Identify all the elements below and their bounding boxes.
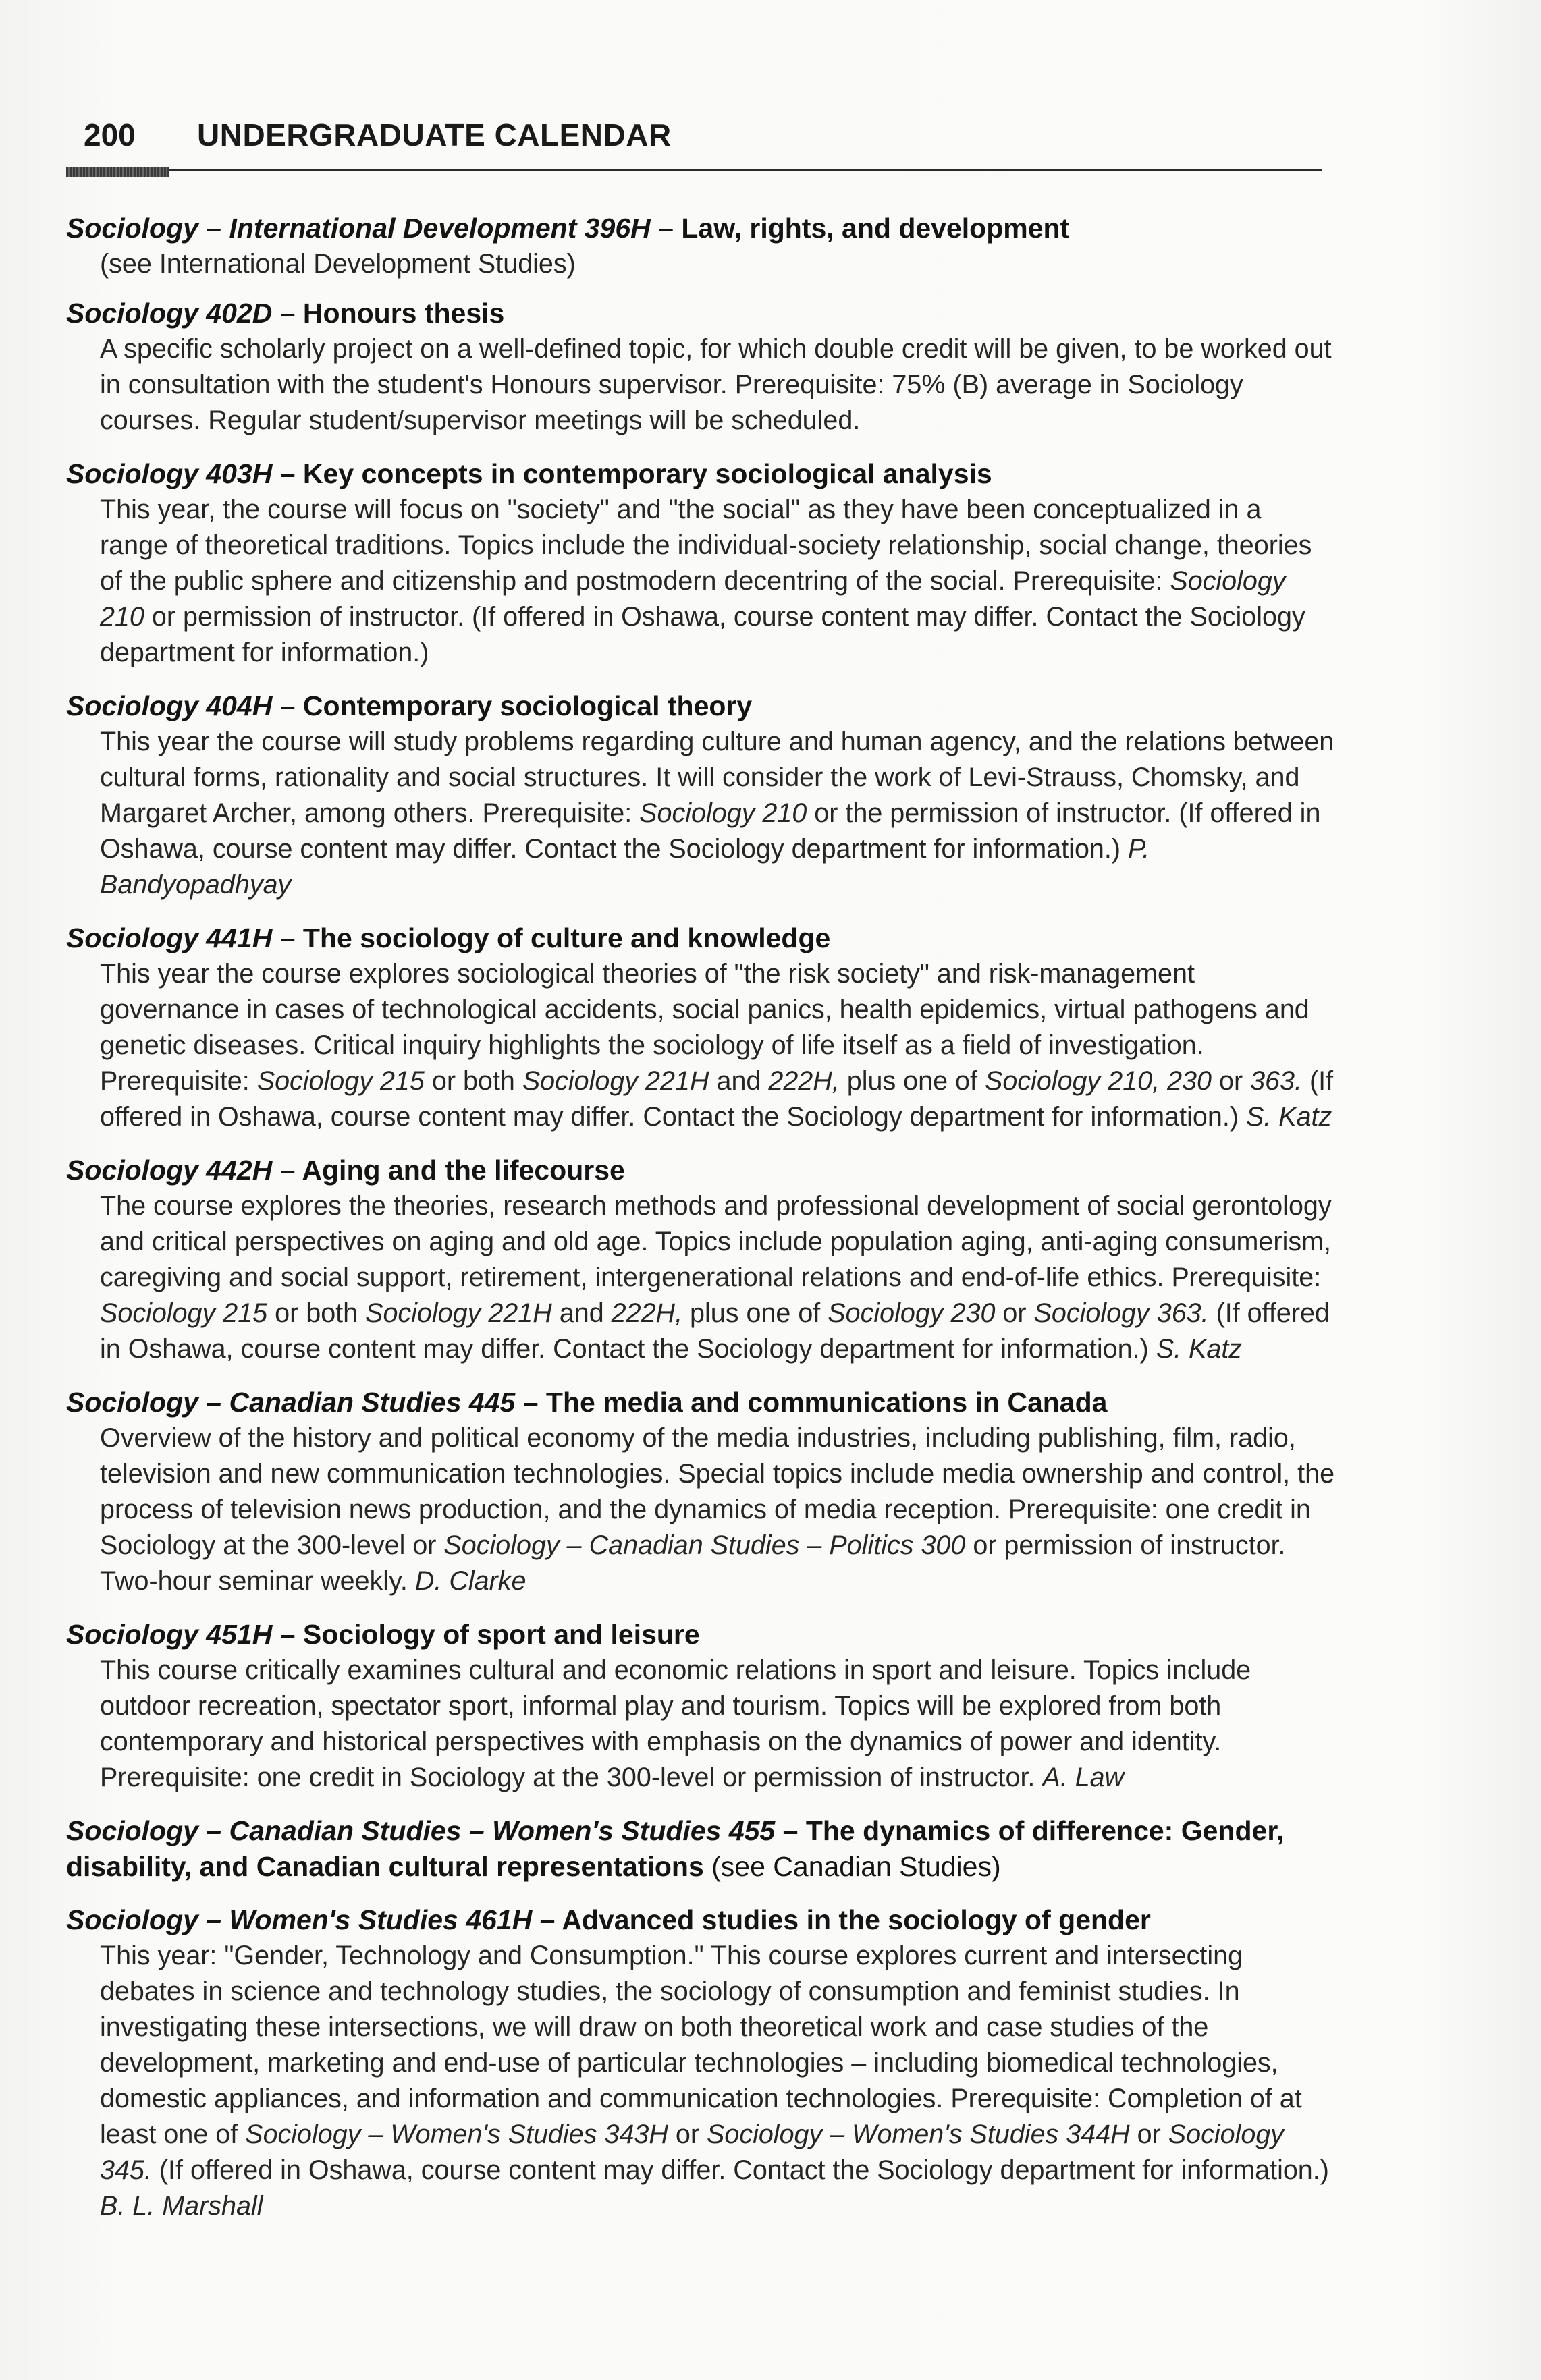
course-entry	[66, 1153, 1335, 1367]
course-entry	[66, 920, 1335, 1135]
course-description: This year, the course will focus on "society" and "the social" as they have been conceptualized in a range of theoretical traditions. Topics include the individual-society relationship, social change, theories of the public sphere and citizenship and postmodern decentring of the social. Prerequisite: Sociology 210 or permission of instructor. (If offered in Oshawa, course content may differ. Contact the Sociology department for information.)	[100, 495, 1312, 667]
header-rule-tab	[66, 167, 169, 177]
instructor-name: B. L. Marshall	[100, 2191, 263, 2221]
course-reference: Sociology 210, 230	[984, 1066, 1212, 1096]
course-entry	[66, 1385, 1335, 1599]
course-description: This year: "Gender, Technology and Consumption." This course explores current and intersecting debates in science and technology studies, the sociology of consumption and feminist studies. In investigating these intersections, we will draw on both theoretical work and case studies of the development, marketing and end-use of particular technologies – including biomedical technologies, domestic appliances, and information and communication technologies. Prerequisite: Completion of at least one of Sociology – Women's Studies 343H or Sociology – Women's Studies 344H or Sociology 345. (If offered in Oshawa, course content may differ. Contact the Sociology department for information.) B. L. Marshall	[100, 1941, 1329, 2221]
course-reference: Sociology 363.	[1033, 1298, 1209, 1328]
calendar-title: UNDERGRADUATE CALENDAR	[197, 117, 672, 153]
course-reference: 363.	[1250, 1066, 1302, 1096]
course-entry	[66, 296, 1335, 439]
course-title: Aging and the lifecourse	[302, 1155, 625, 1186]
course-description: This year the course will study problems regarding culture and human agency, and the relations between cultural forms, rationality and social structures. It will consider the work of Levi-Strauss, Chomsky, and Margaret Archer, among others. Prerequisite: Sociology 210 or the permission of instructor. (If offered in Oshawa, course content may differ. Contact the Sociology department for information.) P. Bandyopadhyay	[100, 727, 1334, 900]
course-reference: Sociology – Women's Studies 343H	[245, 2120, 668, 2149]
course-code: Sociology – Women's Studies 461H	[66, 1904, 533, 1935]
course-code: Sociology – Canadian Studies – Women's Studies 455	[66, 1815, 776, 1846]
course-heading: Sociology – International Development 396H – Law, rights, and development	[66, 213, 1070, 244]
instructor-name: S. Katz	[1245, 1102, 1332, 1132]
page-number: 200	[84, 117, 136, 153]
course-entry	[66, 1902, 1335, 2224]
course-description: (see International Development Studies)	[100, 249, 576, 279]
course-description: The course explores the theories, research methods and professional development of social gerontology and critical perspectives on aging and old age. Topics include population aging, anti-aging consumerism, caregiving and social support, retirement, intergenerational relations and end-of-life ethics. Prerequisite: Sociology 215 or both Sociology 221H and 222H, plus one of Sociology 230 or Sociology 363. (If offered in Oshawa, course content may differ. Contact the Sociology department for information.) S. Katz	[100, 1191, 1332, 1364]
course-reference: Sociology – Women's Studies 344H	[707, 2120, 1130, 2149]
course-reference: 222H,	[768, 1066, 840, 1096]
course-title: The dynamics of difference: Gender, disability, and Canadian cultural representations	[66, 1815, 1285, 1882]
course-title: Advanced studies in the sociology of gender	[562, 1904, 1151, 1935]
instructor-name: S. Katz	[1156, 1334, 1243, 1364]
course-heading: Sociology – Women's Studies 461H – Advanced studies in the sociology of gender	[66, 1904, 1151, 1935]
course-reference: Sociology 215	[256, 1066, 425, 1096]
course-title: The sociology of culture and knowledge	[302, 922, 831, 953]
course-reference: Sociology – Canadian Studies – Politics 300	[443, 1530, 966, 1560]
course-heading: Sociology – Canadian Studies – Women's Studies 455 – The dynamics of difference: Gender, disability, and Canadian cultural representations (see Canadian Studies)	[66, 1815, 1285, 1882]
course-description: A specific scholarly project on a well-defined topic, for which double credit will be given, to be worked out in consultation with the student's Honours supervisor. Prerequisite: 75% (B) average in Sociology courses. Regular student/supervisor meetings will be scheduled.	[100, 334, 1332, 435]
page-header	[84, 115, 1326, 155]
course-reference: Sociology 210	[100, 566, 1286, 632]
course-heading: Sociology 451H – Sociology of sport and leisure	[66, 1619, 700, 1650]
course-reference: 222H,	[611, 1298, 683, 1328]
course-entry	[66, 1617, 1335, 1796]
course-entry	[66, 688, 1335, 903]
course-heading: Sociology 403H – Key concepts in contemporary sociological analysis	[66, 458, 992, 489]
course-reference: Sociology 221H	[365, 1298, 552, 1328]
course-heading: Sociology 404H – Contemporary sociological theory	[66, 690, 753, 721]
course-title: The media and communications in Canada	[545, 1387, 1108, 1418]
course-reference: Sociology 215	[100, 1298, 268, 1328]
course-list	[66, 211, 1335, 2242]
course-title: Key concepts in contemporary sociological analysis	[302, 458, 992, 489]
course-heading: Sociology 441H – The sociology of culture and knowledge	[66, 922, 831, 953]
course-reference: Sociology 221H	[522, 1066, 709, 1096]
course-description: Overview of the history and political economy of the media industries, including publishing, film, radio, television and new communication technologies. Special topics include media ownership and control, the process of television news production, and the dynamics of media reception. Prerequisite: one credit in Sociology at the 300-level or Sociology – Canadian Studies – Politics 300 or permission of instructor. Two-hour seminar weekly. D. Clarke	[100, 1423, 1335, 1596]
course-code: Sociology 442H	[66, 1155, 273, 1186]
course-title: Contemporary sociological theory	[302, 690, 753, 721]
course-code: Sociology 403H	[66, 458, 273, 489]
course-heading: Sociology 442H – Aging and the lifecourse	[66, 1155, 625, 1186]
course-code: Sociology 451H	[66, 1619, 273, 1650]
course-code: Sociology 404H	[66, 690, 273, 721]
see-reference: (see Canadian Studies)	[703, 1851, 1001, 1882]
course-reference: Sociology 345.	[100, 2120, 1285, 2185]
instructor-name: P. Bandyopadhyay	[100, 834, 1150, 900]
header-rule	[66, 169, 1322, 171]
course-entry	[66, 456, 1335, 671]
course-heading: Sociology 402D – Honours thesis	[66, 298, 505, 329]
course-title: Sociology of sport and leisure	[302, 1619, 700, 1650]
course-description: This year the course explores sociological theories of "the risk society" and risk-management governance in cases of technological accidents, social panics, health epidemics, virtual pathogens and genetic diseases. Critical inquiry highlights the sociology of life itself as a field of investigation. Prerequisite: Sociology 215 or both Sociology 221H and 222H, plus one of Sociology 210, 230 or 363. (If offered in Oshawa, course content may differ. Contact the Sociology department for information.) S. Katz	[100, 959, 1334, 1132]
course-code: Sociology – Canadian Studies 445	[66, 1387, 516, 1418]
course-heading: Sociology – Canadian Studies 445 – The media and communications in Canada	[66, 1387, 1108, 1418]
course-reference: Sociology 230	[828, 1298, 996, 1328]
course-code: Sociology 402D	[66, 298, 273, 329]
course-code: Sociology – International Development 396H	[66, 213, 651, 244]
instructor-name: D. Clarke	[414, 1566, 526, 1596]
course-title: Honours thesis	[302, 298, 505, 329]
course-title: Law, rights, and development	[681, 213, 1070, 244]
instructor-name: A. Law	[1042, 1763, 1125, 1792]
course-code: Sociology 441H	[66, 922, 273, 953]
course-reference: Sociology 210	[639, 798, 807, 828]
course-entry	[66, 1813, 1335, 1885]
course-entry	[66, 211, 1335, 282]
course-description: This course critically examines cultural and economic relations in sport and leisure. Topics include outdoor recreation, spectator sport, informal play and tourism. Topics will be explored from both contemporary and historical perspectives with emphasis on the dynamics of power and identity. Prerequisite: one credit in Sociology at the 300-level or permission of instructor. A. Law	[100, 1655, 1251, 1792]
